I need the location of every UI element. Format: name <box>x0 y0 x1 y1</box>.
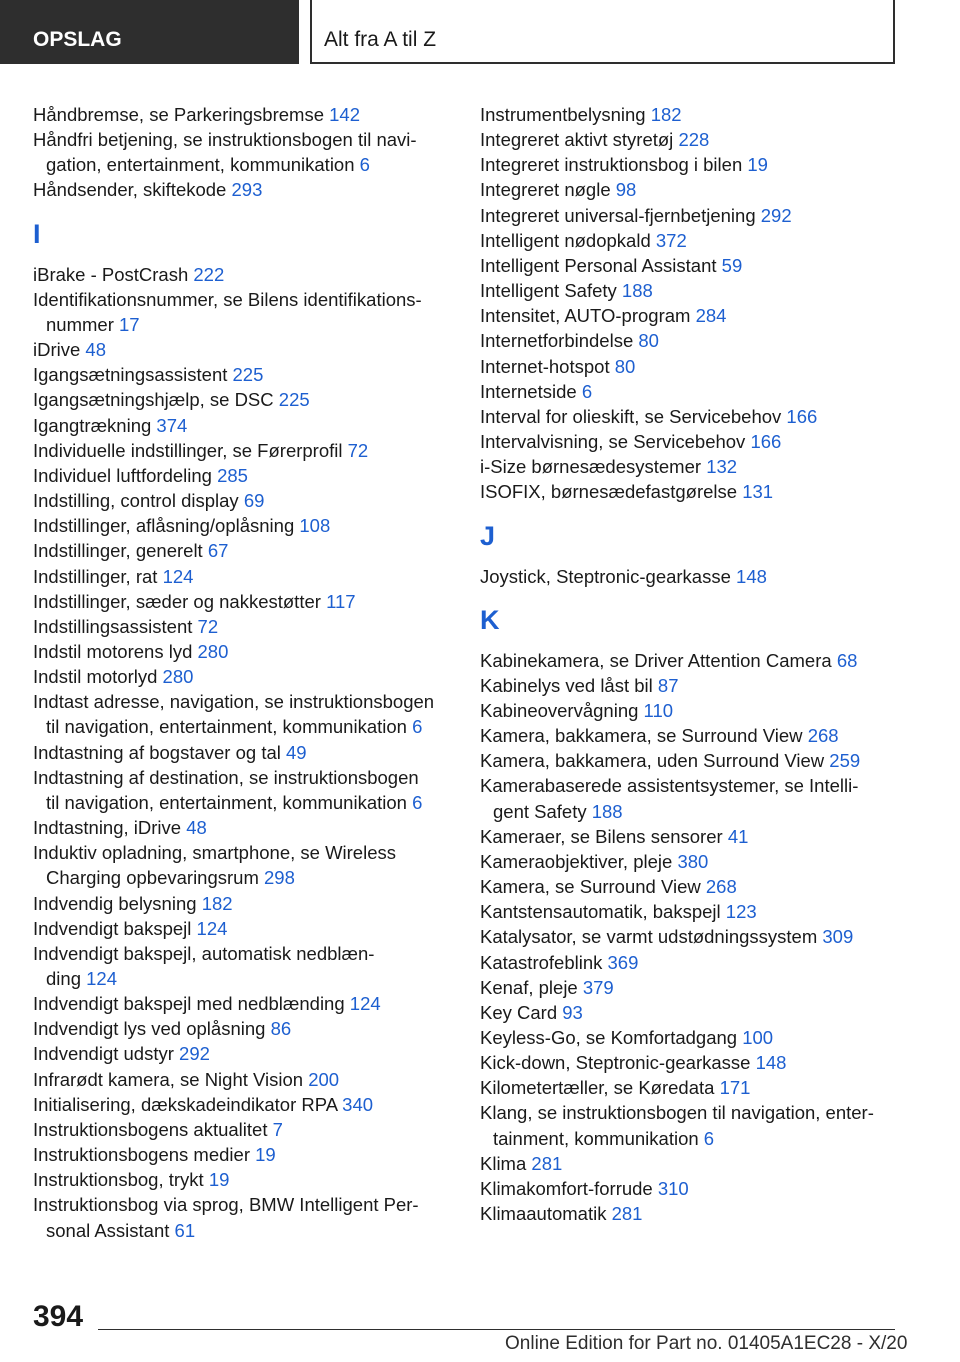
page-reference-link[interactable]: 68 <box>836 649 858 671</box>
index-entry <box>33 337 448 362</box>
index-entry <box>480 698 900 723</box>
page-reference-link[interactable]: 19 <box>747 154 768 176</box>
index-entry <box>480 773 900 823</box>
page-number: 394 <box>33 1300 84 1333</box>
entry-text: Kamera, bakkamera, se Surround View <box>480 725 803 747</box>
entry-text: nummer <box>46 313 114 335</box>
entry-text: Håndfri betjening, se instruktionsbogen til navi- <box>33 129 417 151</box>
index-entry <box>480 203 900 228</box>
entry-text: tainment, kommunikation <box>493 1127 699 1149</box>
entry-text: Indstil motorens lyd <box>33 640 193 662</box>
entry-text: til navigation, entertainment, kommunikation <box>46 716 407 738</box>
index-entry <box>33 664 448 689</box>
index-entry <box>480 723 900 748</box>
entry-text: Indvendigt bakspejl, automatisk nedblæn- <box>33 942 375 964</box>
page-reference-link[interactable]: 298 <box>264 867 295 889</box>
entry-text: Instruktionsbog, trykt <box>33 1169 204 1191</box>
index-entry <box>480 1075 900 1100</box>
entry-text: Indtastning af bogstaver og tal <box>33 741 281 763</box>
index-entry <box>480 404 900 429</box>
index-entry <box>480 127 900 152</box>
page-reference-link[interactable]: 222 <box>193 263 225 285</box>
index-entry <box>480 748 900 773</box>
index-entry <box>33 689 448 739</box>
entry-text: Instruktionsbogens aktualitet <box>33 1118 268 1140</box>
index-entry <box>480 354 900 379</box>
entry-text: Individuel luftfordeling <box>33 464 212 486</box>
page-reference-link[interactable]: 6 <box>703 1127 715 1149</box>
index-entry <box>33 463 448 488</box>
page-reference-link[interactable]: 86 <box>270 1018 292 1040</box>
page-reference-link[interactable]: 284 <box>695 305 727 327</box>
entry-text: Klimaautomatik <box>480 1203 607 1225</box>
page-reference-link[interactable]: 372 <box>655 229 687 251</box>
index-entry <box>480 228 900 253</box>
page-reference-link[interactable]: 98 <box>615 179 637 201</box>
entry-text: Katalysator, se varmt udstødningssystem <box>480 926 818 948</box>
entry-text: Infrarødt kamera, se Night Vision <box>33 1068 304 1090</box>
page-reference-link[interactable]: 280 <box>197 640 229 662</box>
entry-text: Keyless-Go, se Komfortadgang <box>480 1027 738 1048</box>
index-entry <box>480 454 900 479</box>
entry-text: ISOFIX, børnesædefastgørelse <box>480 481 738 503</box>
index-entry <box>33 513 448 538</box>
index-entry <box>33 614 448 639</box>
page-reference-link[interactable]: 80 <box>614 355 636 377</box>
entry-text: Indvendigt bakspejl med nedblænding <box>33 993 345 1015</box>
entry-text: Indvendigt lys ved oplåsning <box>33 1018 266 1040</box>
entry-text: Indtast adresse, navigation, se instruktionsbogen <box>33 691 435 713</box>
page-reference-link[interactable]: 171 <box>719 1077 751 1099</box>
index-entry <box>480 1000 900 1025</box>
page-reference-link[interactable]: 142 <box>329 104 361 125</box>
entry-text: Intelligent Safety <box>480 280 617 302</box>
entry-text: Induktiv opladning, smartphone, se Wireless <box>33 842 396 864</box>
entry-text: Instrumentbelysning <box>480 104 646 125</box>
section-tab <box>0 0 299 64</box>
entry-text: Kabinekamera, se Driver Attention Camera <box>480 649 832 671</box>
entry-text: Kameraer, se Bilens sensorer <box>480 825 723 847</box>
entry-text: Instruktionsbog via sprog, BMW Intelligent Per- <box>33 1194 419 1216</box>
page-reference-link[interactable]: 166 <box>750 431 782 453</box>
page-reference-link[interactable]: 124 <box>86 968 117 989</box>
page-reference-link[interactable]: 340 <box>342 1093 374 1115</box>
page-reference-link[interactable]: 49 <box>286 741 307 763</box>
index-entry <box>33 941 448 991</box>
index-entry <box>33 538 448 563</box>
index-entry <box>480 102 900 127</box>
page-reference-link[interactable]: 17 <box>119 313 140 335</box>
page-reference-link[interactable]: 281 <box>611 1203 643 1225</box>
entry-text: Kamera, bakkamera, uden Surround View <box>480 750 825 772</box>
page-reference-link[interactable]: 87 <box>657 674 679 696</box>
index-letter-heading: K <box>480 604 500 635</box>
index-entry <box>480 303 900 328</box>
page-reference-link[interactable]: 80 <box>638 330 659 352</box>
page-reference-link[interactable]: 59 <box>721 254 743 276</box>
index-entry <box>33 1016 448 1041</box>
page-reference-link[interactable]: 225 <box>232 364 264 386</box>
index-entry <box>33 815 448 840</box>
entry-text: Indstillingsassistent <box>33 615 193 637</box>
page-reference-link[interactable]: 72 <box>197 615 219 637</box>
page-reference-link[interactable]: 259 <box>829 750 861 772</box>
page-reference-link[interactable]: 48 <box>186 817 207 839</box>
page-reference-link[interactable]: 131 <box>742 481 774 503</box>
page-reference-link[interactable]: 268 <box>807 725 839 747</box>
entry-text: Indstil motorlyd <box>33 666 158 688</box>
entry-text: Individuelle indstillinger, se Førerprofil <box>33 439 343 461</box>
entry-text: Intensitet, AUTO-program <box>480 305 691 327</box>
page-reference-link[interactable]: 72 <box>347 439 369 461</box>
entry-text: Internetforbindelse <box>480 330 634 352</box>
index-entry <box>480 379 900 404</box>
index-entry <box>33 127 448 177</box>
page-reference-link[interactable]: 148 <box>736 565 767 587</box>
index-entry <box>33 639 448 664</box>
index-entry <box>480 950 900 975</box>
index-entry <box>33 488 448 513</box>
page-reference-link[interactable]: 48 <box>85 339 106 361</box>
entry-text: sonal Assistant <box>46 1219 170 1241</box>
entry-text: Igangtrækning <box>33 414 152 436</box>
entry-text: Instruktionsbogens medier <box>33 1144 250 1166</box>
page-reference-link[interactable]: 123 <box>725 901 757 923</box>
index-entry <box>480 1151 900 1176</box>
index-entry <box>33 413 448 438</box>
index-entry <box>480 1201 900 1226</box>
page-reference-link[interactable]: 285 <box>217 464 248 486</box>
index-entry <box>480 177 900 202</box>
index-entry <box>33 1192 448 1242</box>
entry-text: Kamerabaserede assistentsystemer, se Intelli- <box>480 775 859 797</box>
page-reference-link[interactable]: 310 <box>657 1177 689 1199</box>
index-entry <box>480 564 900 589</box>
page-reference-link[interactable]: 100 <box>742 1027 774 1048</box>
entry-text: Intelligent Personal Assistant <box>480 254 717 276</box>
index-entry <box>33 1167 448 1192</box>
page-reference-link[interactable]: 124 <box>349 993 381 1015</box>
index-entry <box>33 589 448 614</box>
entry-text: Kenaf, pleje <box>480 976 578 998</box>
page-reference-link[interactable]: 379 <box>582 976 614 998</box>
page-reference-link[interactable]: 292 <box>179 1043 210 1065</box>
entry-text: Igangsætningsassistent <box>33 364 228 386</box>
entry-text: Indvendigt bakspejl <box>33 917 192 939</box>
index-entry <box>33 387 448 412</box>
page-reference-link[interactable]: 309 <box>822 926 854 948</box>
index-entry <box>480 849 900 874</box>
page-reference-link[interactable]: 369 <box>607 951 639 973</box>
page-reference-link[interactable]: 228 <box>678 129 710 151</box>
index-column-left <box>33 102 448 1243</box>
entry-text: Charging opbevaringsrum <box>46 867 259 889</box>
page-reference-link[interactable]: 6 <box>581 380 593 402</box>
page-reference-link[interactable]: 19 <box>208 1169 230 1191</box>
index-entry <box>33 177 448 202</box>
index-entry <box>480 899 900 924</box>
entry-text: Klang, se instruktionsbogen til navigation, enter- <box>480 1102 874 1124</box>
page-reference-link[interactable]: 6 <box>359 154 370 176</box>
page-reference-link[interactable]: 380 <box>677 850 709 872</box>
index-entry <box>33 438 448 463</box>
page-reference-link[interactable]: 225 <box>278 389 310 411</box>
entry-text: Igangsætningshjælp, se DSC <box>33 389 274 411</box>
entry-text: Interval for olieskift, se Servicebehov <box>480 405 782 427</box>
page-reference-link[interactable]: 6 <box>412 716 423 738</box>
entry-text: Klima <box>480 1152 527 1174</box>
page-reference-link[interactable]: 67 <box>207 540 229 562</box>
entry-text: Internetside <box>480 380 577 402</box>
entry-text: Internet-hotspot <box>480 355 610 377</box>
page-reference-link[interactable]: 19 <box>255 1144 276 1166</box>
entry-text: Integreret nøgle <box>480 179 611 201</box>
entry-text: Indstillinger, sæder og nakkestøtter <box>33 590 321 612</box>
index-column-right <box>480 102 900 1226</box>
entry-text: Key Card <box>480 1001 558 1023</box>
entry-text: Håndbremse, se Parkeringsbremse <box>33 104 324 125</box>
index-entry <box>480 975 900 1000</box>
page-reference-link[interactable]: 200 <box>308 1068 340 1090</box>
index-entry <box>33 1142 448 1167</box>
entry-text: Klimakomfort-forrude <box>480 1177 653 1199</box>
page-reference-link[interactable]: 108 <box>299 515 331 537</box>
index-entry <box>480 648 900 673</box>
index-entry <box>33 740 448 765</box>
index-entry <box>480 152 900 177</box>
page-reference-link[interactable]: 61 <box>174 1219 196 1241</box>
entry-text: Kamera, se Surround View <box>480 876 701 898</box>
page-reference-link[interactable]: 268 <box>705 876 737 898</box>
entry-text: Indstillinger, aflåsning/oplåsning <box>33 515 295 537</box>
entry-text: Integreret aktivt styretøj <box>480 129 674 151</box>
index-entry <box>480 673 900 698</box>
index-entry <box>33 891 448 916</box>
entry-text: Indstilling, control display <box>33 490 239 512</box>
entry-text: Indvendig belysning <box>33 892 197 914</box>
page-reference-link[interactable]: 293 <box>231 179 263 201</box>
index-entry <box>480 253 900 278</box>
entry-text: Joystick, Steptronic-gearkasse <box>480 565 731 587</box>
entry-text: iBrake - PostCrash <box>33 263 189 285</box>
index-entry <box>480 924 900 949</box>
page-reference-link[interactable]: 117 <box>326 590 356 612</box>
entry-text: Intelligent nødopkald <box>480 229 651 251</box>
index-entry <box>480 328 900 353</box>
entry-text: iDrive <box>33 339 81 361</box>
entry-text: Kick-down, Steptronic-gearkasse <box>480 1052 751 1074</box>
index-entry <box>480 278 900 303</box>
page-reference-link[interactable]: 374 <box>156 414 188 436</box>
entry-text: Kilometertæller, se Køredata <box>480 1077 715 1099</box>
index-entry <box>480 1050 900 1075</box>
index-entry <box>480 1176 900 1201</box>
page-reference-link[interactable]: 292 <box>760 204 792 226</box>
index-entry <box>480 429 900 454</box>
entry-text: ding <box>46 968 81 989</box>
entry-text: Identifikationsnummer, se Bilens identifikations- <box>33 288 422 310</box>
page-reference-link[interactable]: 93 <box>562 1001 583 1023</box>
page-reference-link[interactable]: 182 <box>201 892 233 914</box>
page-reference-link[interactable]: 7 <box>272 1118 283 1140</box>
page-reference-link[interactable]: 124 <box>162 565 194 587</box>
index-entry <box>33 916 448 941</box>
index-entry <box>33 1041 448 1066</box>
index-entry <box>33 287 448 337</box>
entry-text: gent Safety <box>493 800 587 822</box>
index-letter-heading: J <box>480 520 496 551</box>
page-reference-link[interactable]: 281 <box>531 1152 563 1174</box>
section-label: OPSLAG <box>33 28 122 51</box>
page-reference-link[interactable]: 166 <box>786 405 818 427</box>
entry-text: Indtastning af destination, se instruktionsbogen <box>33 766 419 788</box>
index-entry <box>33 564 448 589</box>
page-reference-link[interactable]: 6 <box>412 791 423 813</box>
entry-text: Intervalvisning, se Servicebehov <box>480 431 746 453</box>
entry-text: Kabineovervågning <box>480 699 639 721</box>
page-reference-link[interactable]: 41 <box>727 825 749 847</box>
entry-text: Integreret universal-fjernbetjening <box>480 204 756 226</box>
edition-note: Online Edition for Part no. 01405A1EC28 - X/20 <box>505 1333 908 1354</box>
page-reference-link[interactable]: 188 <box>621 280 653 302</box>
page-reference-link[interactable]: 280 <box>162 666 194 688</box>
index-entry <box>480 1100 900 1150</box>
index-entry <box>480 479 900 504</box>
index-entry <box>33 362 448 387</box>
entry-text: i-Size børnesædesystemer <box>480 456 702 478</box>
index-entry <box>33 1092 448 1117</box>
entry-text: Kameraobjektiver, pleje <box>480 850 673 872</box>
entry-text: Indvendigt udstyr <box>33 1043 174 1065</box>
entry-text: gation, entertainment, kommunikation <box>46 154 355 176</box>
footer-divider <box>98 1329 895 1330</box>
entry-text: Indstillinger, generelt <box>33 540 203 562</box>
entry-text: Integreret instruktionsbog i bilen <box>480 154 743 176</box>
index-entry <box>480 1025 900 1050</box>
entry-text: Katastrofeblink <box>480 951 603 973</box>
index-letter-heading: I <box>33 218 41 249</box>
entry-text: Kabinelys ved låst bil <box>480 674 653 696</box>
index-entry <box>33 102 448 127</box>
page-reference-link[interactable]: 124 <box>196 917 228 939</box>
index-entry <box>33 765 448 815</box>
index-entry <box>33 840 448 890</box>
page-reference-link[interactable]: 182 <box>650 104 682 125</box>
entry-text: Kantstensautomatik, bakspejl <box>480 901 721 923</box>
entry-text: Håndsender, skiftekode <box>33 179 227 201</box>
page-reference-link[interactable]: 148 <box>755 1052 787 1074</box>
page-header <box>310 0 895 64</box>
page-title: Alt fra A til Z <box>324 28 437 51</box>
index-entry <box>480 824 900 849</box>
index-entry <box>33 1067 448 1092</box>
page-reference-link[interactable]: 69 <box>243 490 265 512</box>
index-entry <box>33 1117 448 1142</box>
page-reference-link[interactable]: 132 <box>706 456 738 478</box>
index-entry <box>33 991 448 1016</box>
index-entry <box>480 874 900 899</box>
entry-text: Indtastning, iDrive <box>33 817 182 839</box>
page-reference-link[interactable]: 110 <box>643 699 674 721</box>
entry-text: Initialisering, dækskadeindikator RPA <box>33 1093 338 1115</box>
entry-text: til navigation, entertainment, kommunikation <box>46 791 407 813</box>
entry-text: Indstillinger, rat <box>33 565 158 587</box>
page-reference-link[interactable]: 188 <box>591 800 623 822</box>
index-entry <box>33 262 448 287</box>
